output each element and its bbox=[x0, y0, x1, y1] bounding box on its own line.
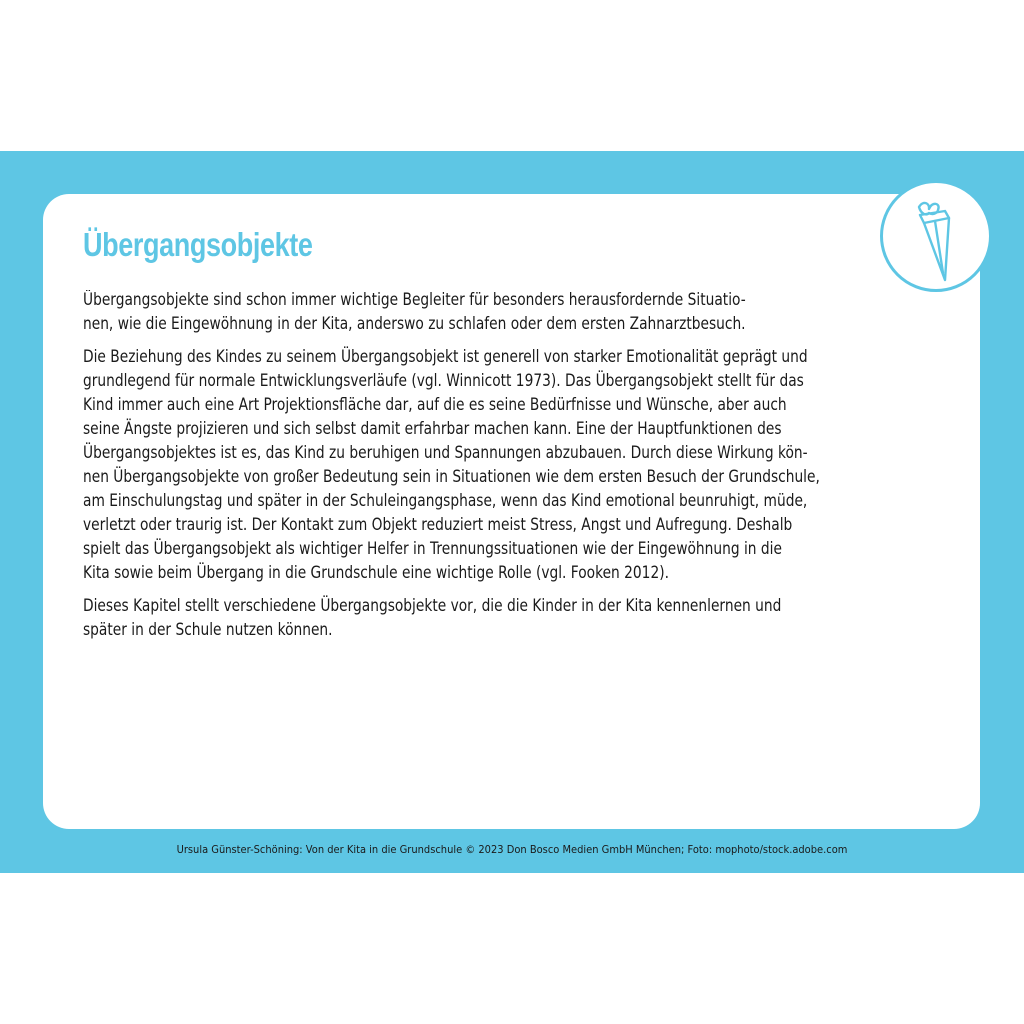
text-line: Übergangsobjektes ist es, das Kind zu beruhigen und Spannungen abzubauen. Durch diese Wirkung kön- bbox=[83, 443, 808, 462]
text-line: Übergangsobjekte sind schon immer wichtige Begleiter für besonders herausfordernde Situatio- bbox=[83, 290, 746, 309]
paragraph bbox=[83, 594, 946, 642]
text-line: nen Übergangsobjekte von großer Bedeutung sein in Situationen wie dem ersten Besuch der Grundschule, bbox=[83, 467, 820, 486]
page-title: Übergangsobjekte bbox=[83, 226, 313, 263]
body-text bbox=[83, 288, 946, 651]
text-line: später in der Schule nutzen können. bbox=[83, 620, 333, 639]
paragraph bbox=[83, 345, 946, 585]
text-line: seine Ängste projizieren und sich selbst damit erfahrbar machen kann. Eine der Hauptfunktionen des bbox=[83, 419, 782, 438]
text-line: Kind immer auch eine Art Projektionsfläche dar, auf die es seine Bedürfnisse und Wünsche, aber auch bbox=[83, 395, 787, 414]
text-line: Die Beziehung des Kindes zu seinem Übergangsobjekt ist generell von starker Emotionalität geprägt und bbox=[83, 347, 808, 366]
paragraph bbox=[83, 288, 946, 336]
text-line: spielt das Übergangsobjekt als wichtiger Helfer in Trennungssituationen wie der Eingewöhnung in die bbox=[83, 539, 782, 558]
text-line: am Einschulungstag und später in der Schuleingangsphase, wenn das Kind emotional beunruhigt, müde, bbox=[83, 491, 808, 510]
text-line: verletzt oder traurig ist. Der Kontakt zum Objekt reduziert meist Stress, Angst und Aufregung. Deshalb bbox=[83, 515, 793, 534]
school-cone-icon bbox=[883, 183, 989, 289]
copyright-footer: Ursula Günster-Schöning: Von der Kita in die Grundschule © 2023 Don Bosco Medien GmbH München; Foto: mophoto/stock.adobe.com bbox=[176, 843, 848, 856]
text-line: nen, wie die Eingewöhnung in der Kita, anderswo zu schlafen oder dem ersten Zahnarztbesuch. bbox=[83, 314, 746, 333]
badge-circle bbox=[880, 180, 992, 292]
text-line: Dieses Kapitel stellt verschiedene Übergangsobjekte vor, die die Kinder in der Kita kennenlernen und bbox=[83, 596, 782, 615]
text-line: grundlegend für normale Entwicklungsverläufe (vgl. Winnicott 1973). Das Übergangsobjekt stellt für das bbox=[83, 371, 804, 390]
text-line: Kita sowie beim Übergang in die Grundschule eine wichtige Rolle (vgl. Fooken 2012). bbox=[83, 563, 669, 582]
